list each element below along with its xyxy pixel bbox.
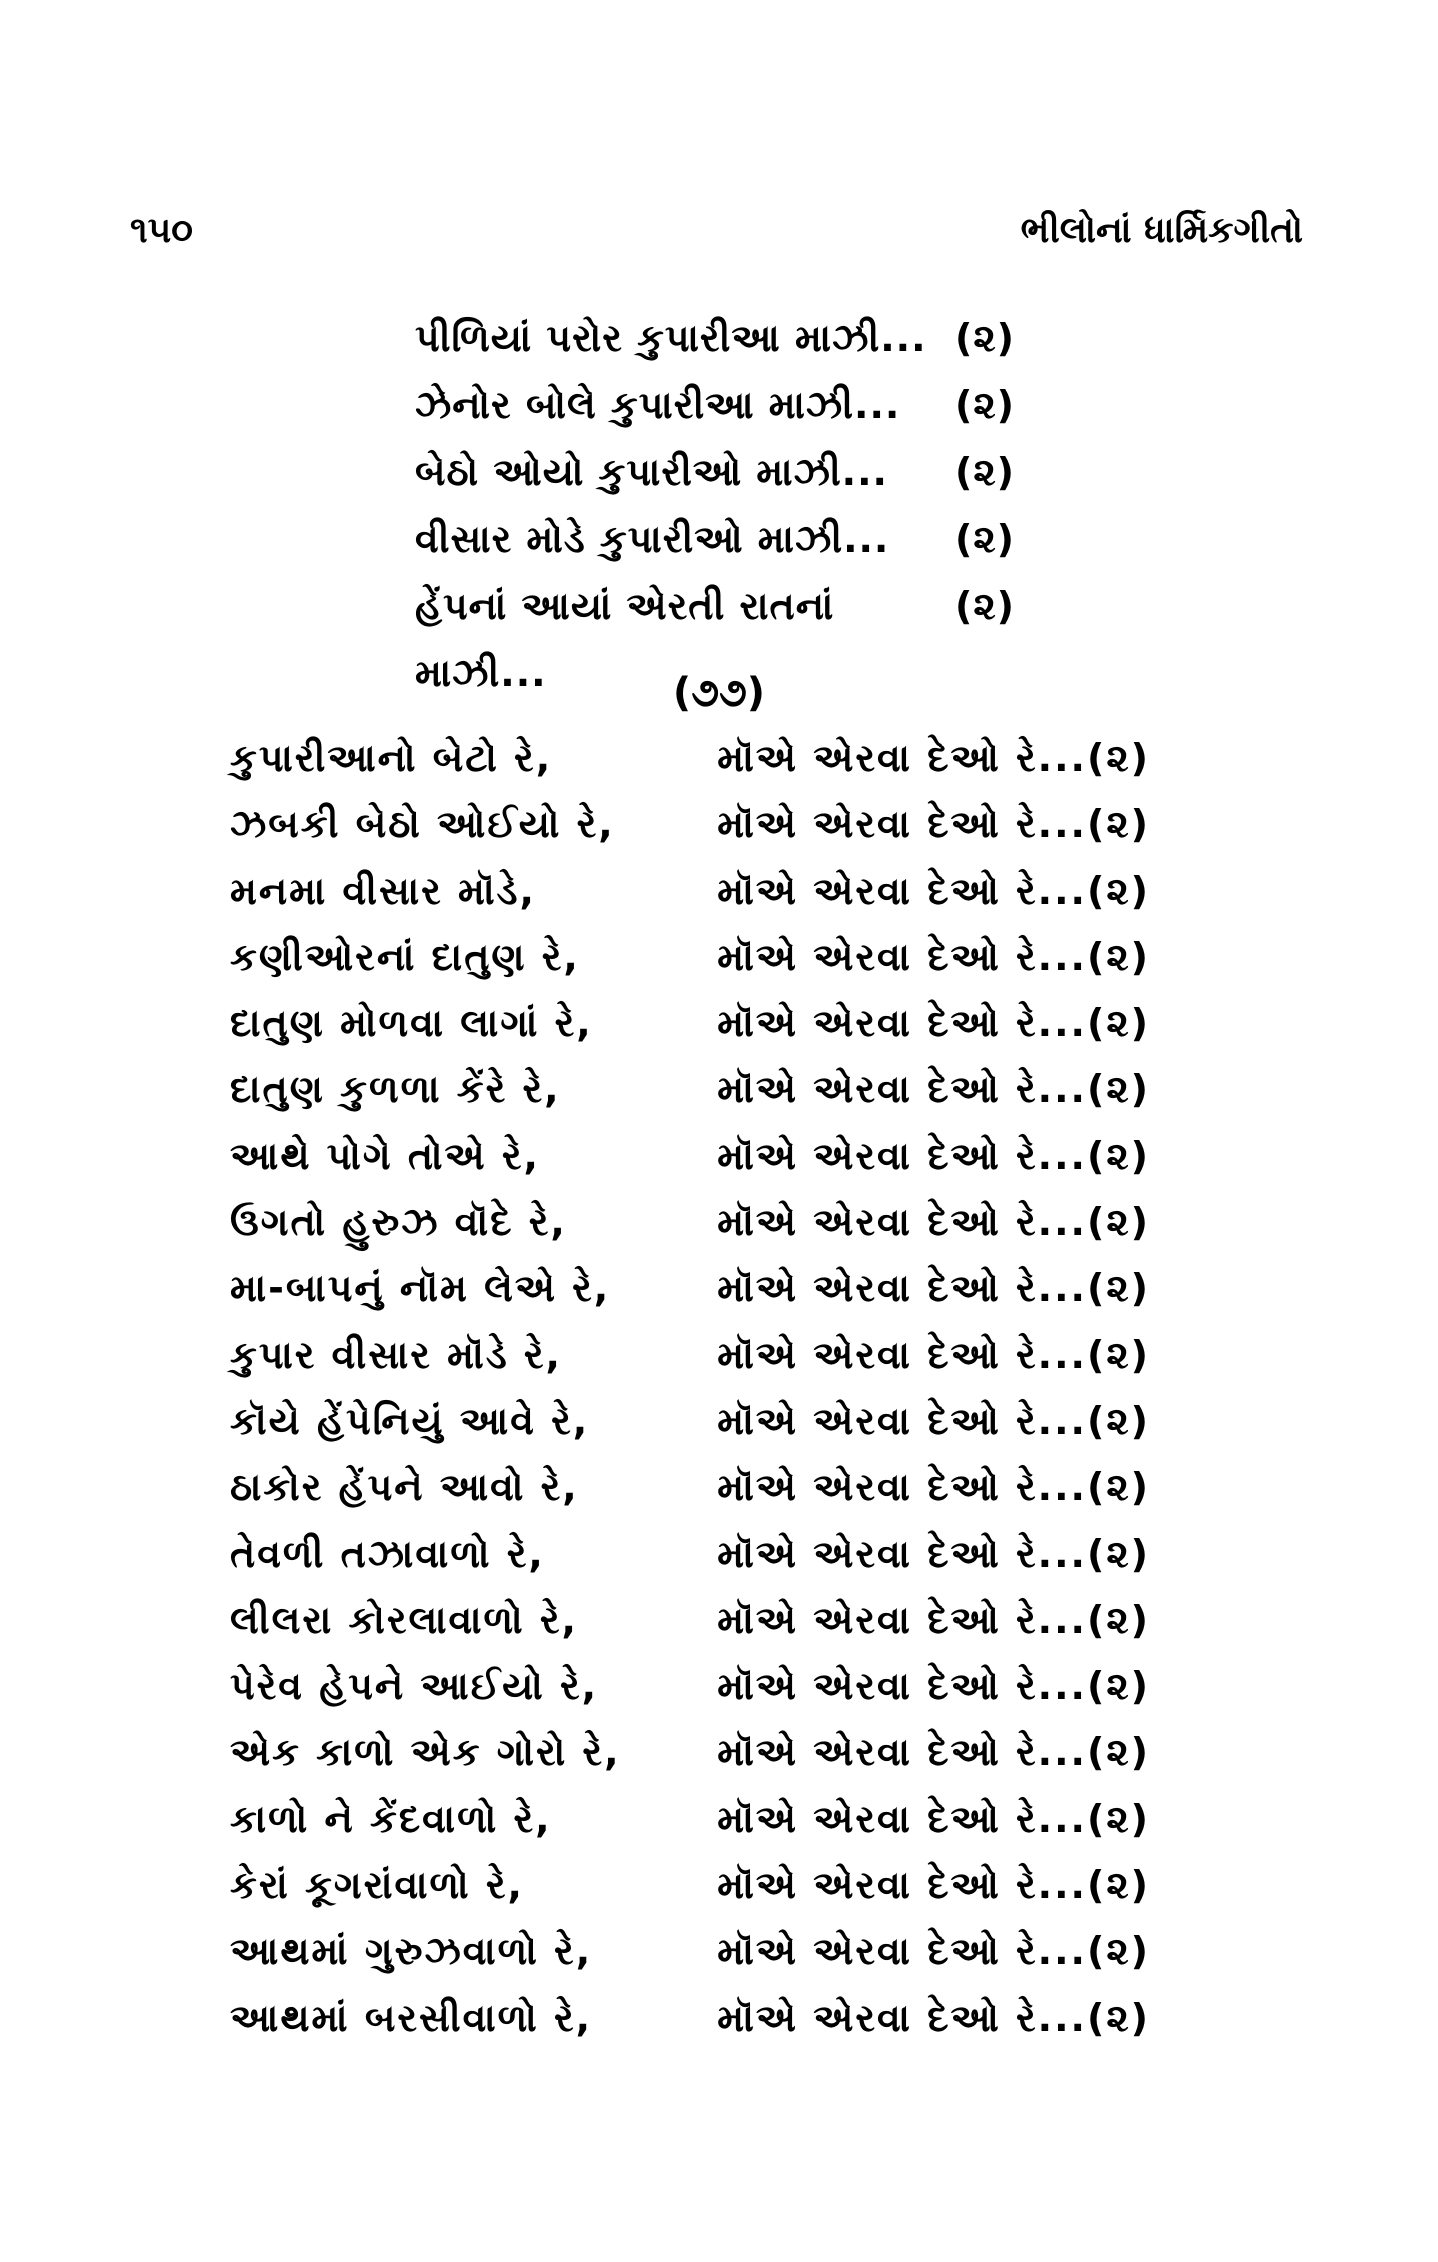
song-line-refrain: મૉએ એરવા દેઓ રે...(૨) xyxy=(717,1067,1150,1112)
song-line xyxy=(230,791,1150,857)
stanza-line-repeat: (૨) xyxy=(954,383,1015,427)
stanza-line xyxy=(415,372,1015,439)
song-line-text: લીલરા કોરલાવાળો રે, xyxy=(230,1597,578,1642)
song-line-text: કુપાર વીસાર મૉડે રે, xyxy=(230,1332,562,1377)
song-line-refrain: મૉએ એરવા દેઓ રે...(૨) xyxy=(717,1531,1150,1576)
song-line-text: કૉયે હેંપેનિયું આવે રે, xyxy=(230,1398,590,1443)
song-line-text: પેરેવ હેપને આઈયો રે, xyxy=(230,1664,599,1709)
song-line-refrain: મૉએ એરવા દેઓ રે...(૨) xyxy=(717,1796,1150,1841)
song-line xyxy=(230,1255,1150,1321)
song-line-text: મનમા વીસાર મૉડે, xyxy=(230,868,536,913)
stanza-line-text: પીળિયાં પરોર કુપારીઆ માઝી... xyxy=(415,316,927,360)
song-line xyxy=(230,1388,1150,1454)
running-header-title: ભીલોનાં ધાર્મિકગીતો xyxy=(1020,210,1303,251)
song-line-text: આથમાં બરસીવાળો રે, xyxy=(230,1995,593,2040)
song-line xyxy=(230,1852,1150,1918)
song-line-text: ઉગતો હુરુઝ વૉદે રે, xyxy=(230,1200,567,1245)
song-line-text: આથમાં ગુરુઝવાળો રે, xyxy=(230,1929,593,1974)
song-line-text: કેરાં કૂગરાંવાળો રે, xyxy=(230,1863,524,1908)
stanza-line-repeat: (૨) xyxy=(954,517,1015,561)
song-line xyxy=(230,1322,1150,1388)
song-line-refrain: મૉએ એરવા દેઓ રે...(૨) xyxy=(717,736,1150,780)
song-line xyxy=(230,1985,1150,2051)
stanza-line-repeat: (૨) xyxy=(954,450,1015,494)
stanza-line-text: હેંપનાં આયાં એરતી રાતનાં માઝી... xyxy=(415,584,835,695)
song-line xyxy=(230,858,1150,924)
song-line-refrain: મૉએ એરવા દેઓ રે...(૨) xyxy=(717,1995,1150,2040)
song-line-refrain: મૉએ એરવા દેઓ રે...(૨) xyxy=(717,1200,1150,1245)
song-line-text: દાતુણ મોળવા લાગાં રે, xyxy=(230,1001,593,1046)
song-line xyxy=(230,990,1150,1056)
song-line-text: કુપારીઆનો બેટો રે, xyxy=(230,736,553,780)
song-line-refrain: મૉએ એરવા દેઓ રે...(૨) xyxy=(717,1332,1150,1377)
song-line-refrain: મૉએ એરવા દેઓ રે...(૨) xyxy=(717,1465,1150,1510)
song-line xyxy=(230,725,1150,791)
song-line xyxy=(230,1918,1150,1984)
song-line-refrain: મૉએ એરવા દેઓ રે...(૨) xyxy=(717,1863,1150,1908)
song-line-text: તેવળી તઝાવાળો રે, xyxy=(230,1531,545,1576)
song-line xyxy=(230,924,1150,990)
song-line-text: ઠાકોર હેંપને આવો રે, xyxy=(230,1465,579,1510)
song-line-text: આથે પોગે તોએ રે, xyxy=(230,1133,540,1178)
song-line xyxy=(230,1454,1150,1520)
song-line-text: એક કાળો એક ગોરો રે, xyxy=(230,1730,621,1775)
song-line-text: દાતુણ કુળળા કેંરે રે, xyxy=(230,1067,561,1112)
song-line-text: મા-બાપનું નૉમ લેએ રે, xyxy=(230,1266,611,1311)
song-line-refrain: મૉએ એરવા દેઓ રે...(૨) xyxy=(717,1398,1150,1443)
stanza-line-repeat: (૨) xyxy=(954,316,1015,360)
song-line xyxy=(230,1719,1150,1785)
stanza-line xyxy=(415,305,1015,372)
song-line-refrain: મૉએ એરવા દેઓ રે...(૨) xyxy=(717,1929,1150,1974)
song-line-refrain: મૉએ એરવા દેઓ રે...(૨) xyxy=(717,1266,1150,1311)
song-line-refrain: મૉએ એરવા દેઓ રે...(૨) xyxy=(717,1730,1150,1775)
song-line-refrain: મૉએ એરવા દેઓ રે...(૨) xyxy=(717,934,1150,979)
song-line xyxy=(230,1521,1150,1587)
song-line-text: ઝબકી બેઠો ઓઈયો રે, xyxy=(230,802,615,847)
song-line-refrain: મૉએ એરવા દેઓ રે...(૨) xyxy=(717,1133,1150,1178)
song-line-refrain: મૉએ એરવા દેઓ રે...(૨) xyxy=(717,1597,1150,1642)
song-body xyxy=(230,725,1150,2051)
song-line-refrain: મૉએ એરવા દેઓ રે...(૨) xyxy=(717,1001,1150,1046)
song-line-refrain: મૉએ એરવા દેઓ રે...(૨) xyxy=(717,802,1150,847)
song-number-heading: (૭૭) xyxy=(672,670,766,716)
song-line xyxy=(230,1587,1150,1653)
song-line xyxy=(230,1653,1150,1719)
song-line-refrain: મૉએ એરવા દેઓ રે...(૨) xyxy=(717,1664,1150,1709)
song-line xyxy=(230,1786,1150,1852)
song-line-text: કણીઓરનાં દાતુણ રે, xyxy=(230,934,580,979)
song-line xyxy=(230,1189,1150,1255)
song-line xyxy=(230,1123,1150,1189)
song-line-refrain: મૉએ એરવા દેઓ રે...(૨) xyxy=(717,868,1150,913)
page-number: ૧૫૦ xyxy=(130,210,193,251)
stanza-line-text: બેઠો ઓયો કુપારીઓ માઝી... xyxy=(415,450,888,494)
stanza-line xyxy=(415,506,1015,573)
stanza-line-text: વીસાર મોડે કુપારીઓ માઝી... xyxy=(415,517,890,561)
stanza-line-repeat: (૨) xyxy=(954,584,1015,628)
song-line-text: કાળો ને કેંદવાળો રે, xyxy=(230,1796,552,1841)
stanza-line xyxy=(415,439,1015,506)
stanza-line-text: ઝેનોર બોલે કુપારીઆ માઝી... xyxy=(415,383,901,427)
song-line xyxy=(230,1056,1150,1122)
